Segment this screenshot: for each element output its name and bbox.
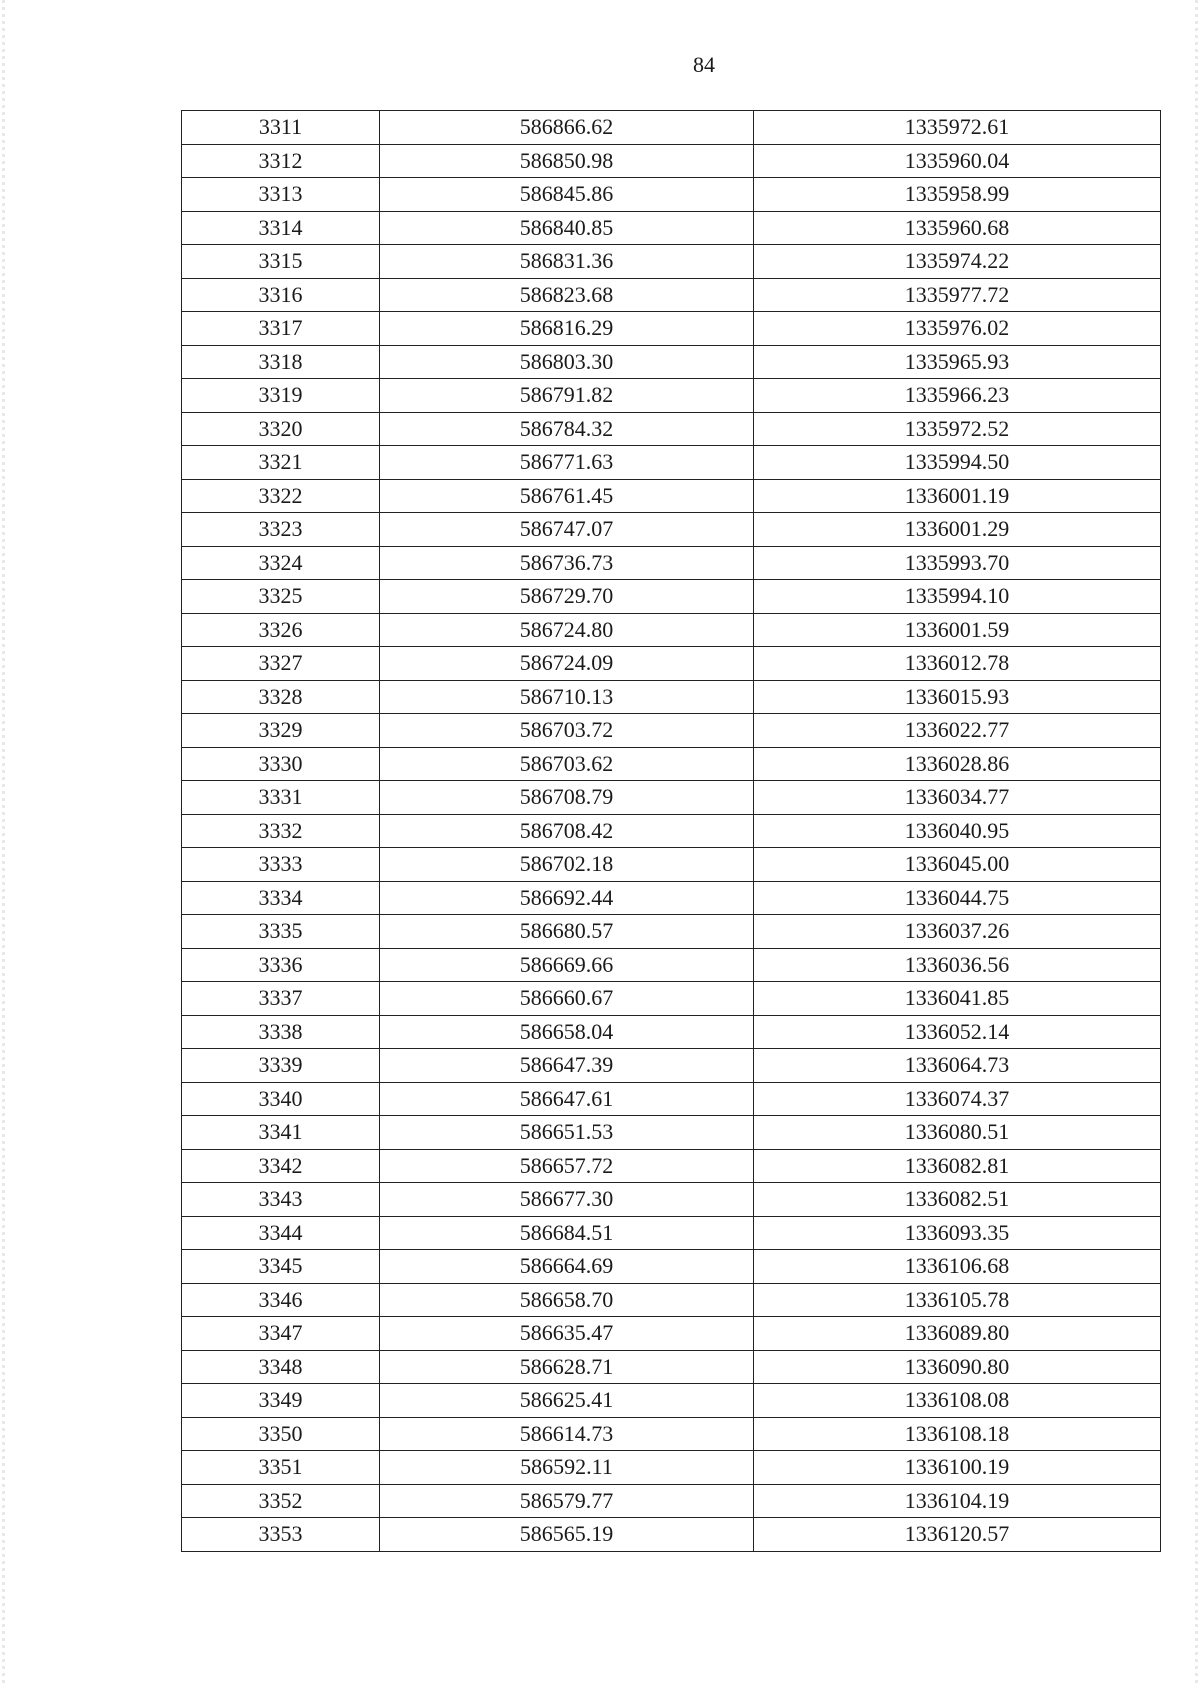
point-number-cell: 3350 [182,1417,380,1451]
point-number-cell: 3336 [182,948,380,982]
table-row [182,1350,1161,1384]
point-number-cell: 3328 [182,680,380,714]
y-coordinate-cell: 1336052.14 [754,1015,1161,1049]
table-row [182,580,1161,614]
x-coordinate-cell: 586816.29 [380,312,754,346]
point-number-cell: 3317 [182,312,380,346]
x-coordinate-cell: 586565.19 [380,1518,754,1552]
table-row [182,379,1161,413]
table-row [182,513,1161,547]
x-coordinate-cell: 586803.30 [380,345,754,379]
x-coordinate-cell: 586761.45 [380,479,754,513]
y-coordinate-cell: 1336034.77 [754,781,1161,815]
point-number-cell: 3315 [182,245,380,279]
y-coordinate-cell: 1335965.93 [754,345,1161,379]
point-number-cell: 3312 [182,144,380,178]
point-number-cell: 3323 [182,513,380,547]
y-coordinate-cell: 1336080.51 [754,1116,1161,1150]
point-number-cell: 3343 [182,1183,380,1217]
page-number: 84 [693,52,715,77]
y-coordinate-cell: 1335974.22 [754,245,1161,279]
table-row [182,714,1161,748]
y-coordinate-cell: 1335958.99 [754,178,1161,212]
y-coordinate-cell: 1336100.19 [754,1451,1161,1485]
point-number-cell: 3314 [182,211,380,245]
point-number-cell: 3337 [182,982,380,1016]
table-row [182,446,1161,480]
x-coordinate-cell: 586724.80 [380,613,754,647]
table-row [182,479,1161,513]
point-number-cell: 3349 [182,1384,380,1418]
table-row [182,412,1161,446]
x-coordinate-cell: 586823.68 [380,278,754,312]
y-coordinate-cell: 1335994.50 [754,446,1161,480]
table-row [182,747,1161,781]
y-coordinate-cell: 1336120.57 [754,1518,1161,1552]
table-row [182,1082,1161,1116]
point-number-cell: 3344 [182,1216,380,1250]
table-row [182,1317,1161,1351]
y-coordinate-cell: 1336090.80 [754,1350,1161,1384]
table-row [182,1384,1161,1418]
point-number-cell: 3348 [182,1350,380,1384]
x-coordinate-cell: 586708.79 [380,781,754,815]
table-row [182,982,1161,1016]
scan-edge-left [2,0,5,1686]
y-coordinate-cell: 1336044.75 [754,881,1161,915]
y-coordinate-cell: 1336106.68 [754,1250,1161,1284]
point-number-cell: 3338 [182,1015,380,1049]
table-row [182,1049,1161,1083]
x-coordinate-cell: 586625.41 [380,1384,754,1418]
table-row [182,1116,1161,1150]
point-number-cell: 3325 [182,580,380,614]
y-coordinate-cell: 1336108.18 [754,1417,1161,1451]
table-row [182,1250,1161,1284]
point-number-cell: 3332 [182,814,380,848]
x-coordinate-cell: 586628.71 [380,1350,754,1384]
y-coordinate-cell: 1336040.95 [754,814,1161,848]
table-row [182,881,1161,915]
x-coordinate-cell: 586657.72 [380,1149,754,1183]
y-coordinate-cell: 1336045.00 [754,848,1161,882]
x-coordinate-cell: 586866.62 [380,111,754,145]
x-coordinate-cell: 586791.82 [380,379,754,413]
point-number-cell: 3329 [182,714,380,748]
x-coordinate-cell: 586771.63 [380,446,754,480]
x-coordinate-cell: 586647.39 [380,1049,754,1083]
y-coordinate-cell: 1335972.52 [754,412,1161,446]
table-row [182,546,1161,580]
point-number-cell: 3322 [182,479,380,513]
y-coordinate-cell: 1336104.19 [754,1484,1161,1518]
table-row [182,814,1161,848]
point-number-cell: 3319 [182,379,380,413]
y-coordinate-cell: 1335994.10 [754,580,1161,614]
coordinates-table [181,110,1161,1552]
point-number-cell: 3334 [182,881,380,915]
table-row [182,1283,1161,1317]
table-row [182,1149,1161,1183]
y-coordinate-cell: 1336001.29 [754,513,1161,547]
y-coordinate-cell: 1335960.04 [754,144,1161,178]
table-row [182,948,1161,982]
x-coordinate-cell: 586651.53 [380,1116,754,1150]
y-coordinate-cell: 1336041.85 [754,982,1161,1016]
y-coordinate-cell: 1335972.61 [754,111,1161,145]
table-row [182,1216,1161,1250]
table-row [182,680,1161,714]
y-coordinate-cell: 1335977.72 [754,278,1161,312]
point-number-cell: 3340 [182,1082,380,1116]
x-coordinate-cell: 586703.72 [380,714,754,748]
x-coordinate-cell: 586669.66 [380,948,754,982]
x-coordinate-cell: 586710.13 [380,680,754,714]
y-coordinate-cell: 1336001.19 [754,479,1161,513]
scan-edge-right [1195,0,1198,1686]
point-number-cell: 3311 [182,111,380,145]
y-coordinate-cell: 1336028.86 [754,747,1161,781]
x-coordinate-cell: 586614.73 [380,1417,754,1451]
point-number-cell: 3324 [182,546,380,580]
point-number-cell: 3347 [182,1317,380,1351]
y-coordinate-cell: 1336089.80 [754,1317,1161,1351]
x-coordinate-cell: 586579.77 [380,1484,754,1518]
x-coordinate-cell: 586708.42 [380,814,754,848]
x-coordinate-cell: 586692.44 [380,881,754,915]
x-coordinate-cell: 586684.51 [380,1216,754,1250]
x-coordinate-cell: 586658.70 [380,1283,754,1317]
y-coordinate-cell: 1336012.78 [754,647,1161,681]
y-coordinate-cell: 1336064.73 [754,1049,1161,1083]
x-coordinate-cell: 586747.07 [380,513,754,547]
point-number-cell: 3320 [182,412,380,446]
y-coordinate-cell: 1336037.26 [754,915,1161,949]
table-row [182,1484,1161,1518]
table-row [182,848,1161,882]
point-number-cell: 3326 [182,613,380,647]
table-row [182,111,1161,145]
table-row [182,345,1161,379]
y-coordinate-cell: 1336082.51 [754,1183,1161,1217]
point-number-cell: 3318 [182,345,380,379]
point-number-cell: 3342 [182,1149,380,1183]
x-coordinate-cell: 586729.70 [380,580,754,614]
x-coordinate-cell: 586677.30 [380,1183,754,1217]
table-row [182,1417,1161,1451]
table-row [182,312,1161,346]
table-row [182,144,1161,178]
y-coordinate-cell: 1335966.23 [754,379,1161,413]
point-number-cell: 3346 [182,1283,380,1317]
x-coordinate-cell: 586850.98 [380,144,754,178]
x-coordinate-cell: 586647.61 [380,1082,754,1116]
y-coordinate-cell: 1335976.02 [754,312,1161,346]
x-coordinate-cell: 586660.67 [380,982,754,1016]
table-row [182,178,1161,212]
point-number-cell: 3335 [182,915,380,949]
table-row [182,1518,1161,1552]
y-coordinate-cell: 1336093.35 [754,1216,1161,1250]
x-coordinate-cell: 586702.18 [380,848,754,882]
table-row [182,781,1161,815]
point-number-cell: 3333 [182,848,380,882]
x-coordinate-cell: 586658.04 [380,1015,754,1049]
point-number-cell: 3313 [182,178,380,212]
x-coordinate-cell: 586736.73 [380,546,754,580]
point-number-cell: 3316 [182,278,380,312]
x-coordinate-cell: 586724.09 [380,647,754,681]
table-row [182,1015,1161,1049]
x-coordinate-cell: 586680.57 [380,915,754,949]
table-row [182,1183,1161,1217]
point-number-cell: 3321 [182,446,380,480]
table-row [182,211,1161,245]
point-number-cell: 3339 [182,1049,380,1083]
y-coordinate-cell: 1336001.59 [754,613,1161,647]
point-number-cell: 3341 [182,1116,380,1150]
y-coordinate-cell: 1336082.81 [754,1149,1161,1183]
table-row [182,1451,1161,1485]
y-coordinate-cell: 1336108.08 [754,1384,1161,1418]
point-number-cell: 3345 [182,1250,380,1284]
point-number-cell: 3353 [182,1518,380,1552]
y-coordinate-cell: 1336036.56 [754,948,1161,982]
x-coordinate-cell: 586831.36 [380,245,754,279]
x-coordinate-cell: 586664.69 [380,1250,754,1284]
point-number-cell: 3352 [182,1484,380,1518]
y-coordinate-cell: 1336022.77 [754,714,1161,748]
x-coordinate-cell: 586592.11 [380,1451,754,1485]
point-number-cell: 3331 [182,781,380,815]
x-coordinate-cell: 586635.47 [380,1317,754,1351]
point-number-cell: 3330 [182,747,380,781]
y-coordinate-cell: 1336015.93 [754,680,1161,714]
x-coordinate-cell: 586703.62 [380,747,754,781]
table-row [182,613,1161,647]
table-row [182,245,1161,279]
y-coordinate-cell: 1335960.68 [754,211,1161,245]
table-row [182,915,1161,949]
table-row [182,278,1161,312]
point-number-cell: 3351 [182,1451,380,1485]
x-coordinate-cell: 586840.85 [380,211,754,245]
x-coordinate-cell: 586845.86 [380,178,754,212]
y-coordinate-cell: 1336105.78 [754,1283,1161,1317]
table-row [182,647,1161,681]
y-coordinate-cell: 1335993.70 [754,546,1161,580]
coordinates-table-body [182,111,1161,1552]
point-number-cell: 3327 [182,647,380,681]
x-coordinate-cell: 586784.32 [380,412,754,446]
y-coordinate-cell: 1336074.37 [754,1082,1161,1116]
